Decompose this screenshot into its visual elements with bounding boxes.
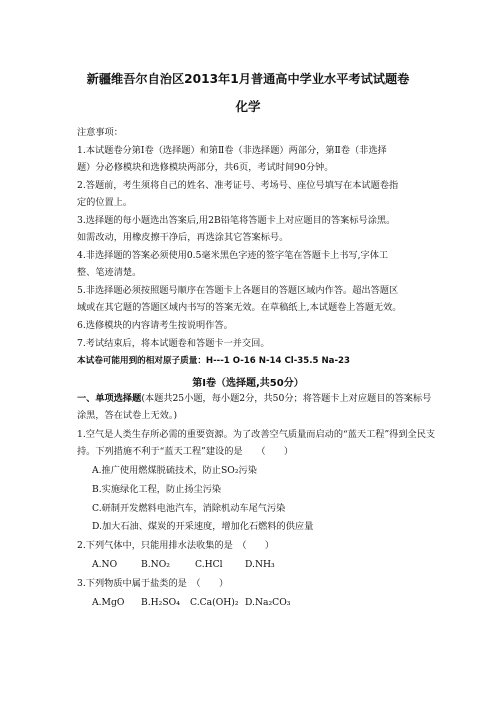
subject-title: 化学 (235, 99, 261, 114)
notice-line: 5.非选择题必须按照题号顺序在答题卡上各题目的答题区域内作答。超出答题区 (77, 285, 399, 296)
notice-line: 域或在其它题的答题区域内书写的答案无效。在草稿纸上,本试题卷上答题无效。 (77, 302, 402, 313)
notice-line: 7.考试结束后，将本试题卷和答题卡一并交回。 (77, 338, 270, 349)
notice-line: 6.选修模块的内容请考生按说明作答。 (77, 320, 233, 331)
atomic-mass-note: 本试卷可能用到的相对原子质量：H---1 O-16 N-14 Cl-35.5 Na-23 (77, 356, 350, 366)
part1-desc: (本题共25小题，每小题2分，共50分；将答题卡上对应题目的答案标号 (141, 393, 432, 404)
question-3-stem: 3.下列物质中属于盐类的是 （ ） (77, 578, 229, 589)
question-1-option-b: B.实施绿化工程，防止扬尘污染 (92, 484, 222, 495)
notice-line: 整、笔迹清楚。 (77, 267, 142, 278)
question-1-option-d: D.加大石油、煤炭的开采速度，增加化石燃料的供应量 (92, 521, 314, 532)
exam-title: 新疆维吾尔自治区2013年1月普通高中学业水平考试试题卷 (86, 72, 410, 86)
section-title: 第Ⅰ卷（选择题,共50分） (192, 378, 304, 389)
question-1-option-c: C.研制开发燃料电池汽车，消除机动车尾气污染 (92, 503, 286, 514)
notice-line: 1.本试题卷分第Ⅰ卷（选择题）和第Ⅱ卷（非选择题）两部分，第Ⅱ卷（非选择 (77, 145, 387, 156)
notice-heading: 注意事项： (77, 127, 123, 138)
part1-heading: 一、单项选择题 (77, 393, 142, 404)
notice-line: 题）分必修模块和选修模块两部分，共6页，考试时间90分钟。 (77, 162, 334, 173)
notice-line: 定的位置上。 (77, 197, 133, 208)
notice-line: 4.非选择题的答案必须使用0.5毫米黑色字迹的签字笔在答题卡上书写,字体工 (77, 250, 389, 261)
part1-instructions (77, 393, 432, 404)
question-2-stem: 2.下列气体中，只能用排水法收集的是 （ ） (77, 540, 275, 551)
question-2-option-a: A.NO (92, 559, 118, 570)
question-1-stem: 1.空气是人类生存所必需的重要资源。为了改善空气质量而启动的“蓝天工程”得到全民支 (77, 429, 436, 440)
question-3-option-c: C.Ca(OH)₂ (190, 597, 239, 608)
question-3-option-d: D.Na₂CO₃ (245, 597, 291, 608)
question-2-option-c: C.HCl (195, 559, 223, 570)
question-2-option-b: B.NO₂ (141, 559, 170, 570)
question-2-option-d: D.NH₃ (245, 559, 275, 570)
question-1-stem-cont: 持。下列措施不利于“蓝天工程”建设的是 （ ） (77, 446, 294, 457)
part1-desc-cont: 涂黑，答在试卷上无效。) (77, 410, 178, 421)
notice-line: 3.选择题的每小题选出答案后,用2B铅笔将答题卡上对应题目的答案标号涂黑。 (77, 215, 396, 226)
question-3-option-b: B.H₂SO₄ (141, 597, 180, 608)
question-1-option-a: A.推广使用燃煤脱硫技术，防止SO₂污染 (92, 465, 257, 476)
question-3-option-a: A.MgO (92, 597, 125, 608)
notice-line: 如需改动，用橡皮擦干净后，再选涂其它答案标号。 (77, 232, 289, 243)
notice-line: 2.答题前，考生须将自己的姓名、准考证号、考场号、座位号填写在本试题卷指 (77, 180, 399, 191)
